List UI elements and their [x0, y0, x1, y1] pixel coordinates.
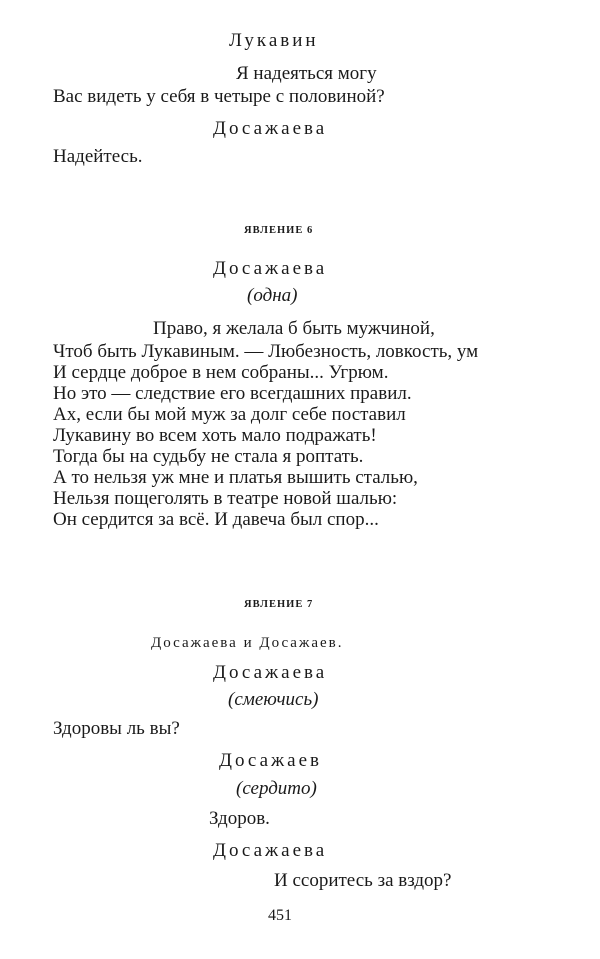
speaker-dosazhaeva: Досажаева	[213, 840, 328, 861]
verse-line: Здоровы ль вы?	[53, 718, 180, 739]
verse-line: Здоров.	[209, 808, 270, 829]
speaker-dosazhaeva: Досажаева	[213, 118, 328, 139]
verse-line: Но это — следствие его всегдашних правил.	[53, 383, 412, 404]
stage-direction: (сердито)	[236, 778, 317, 799]
verse-line: Я надеяться могу	[236, 63, 377, 84]
speaker-dosazhaeva: Досажаева	[213, 662, 328, 683]
cast-list: Досажаева и Досажаев.	[151, 635, 344, 651]
verse-line: Чтоб быть Лукавиным. — Любезность, ловкость, ум	[53, 341, 479, 362]
verse-line: Ах, если бы мой муж за долг себе поставил	[53, 404, 406, 425]
speaker-dosazhaeva: Досажаева	[213, 258, 328, 279]
speaker-dosazhaev: Досажаев	[219, 750, 322, 771]
page-number: 451	[268, 907, 292, 924]
verse-line: А то нельзя уж мне и платья вышить сталью,	[53, 467, 418, 488]
verse-line: Лукавину во всем хоть мало подражать!	[53, 425, 377, 446]
verse-line: Надейтесь.	[53, 146, 143, 167]
verse-line: Вас видеть у себя в четыре с половиной?	[53, 86, 385, 107]
scene-heading: ЯВЛЕНИЕ 7	[244, 599, 314, 610]
verse-line: Тогда бы на судьбу не стала я роптать.	[53, 446, 364, 467]
verse-line: И сердце доброе в нем собраны... Угрюм.	[53, 362, 389, 383]
stage-direction: (смеючись)	[228, 689, 319, 710]
scene-heading: ЯВЛЕНИЕ 6	[244, 225, 314, 236]
verse-line: И ссоритесь за вздор?	[274, 870, 452, 891]
verse-line: Нельзя пощеголять в театре новой шалью:	[53, 488, 398, 509]
speaker-lukavin: Лукавин	[229, 30, 319, 51]
stage-direction: (одна)	[247, 285, 298, 306]
verse-line: Он сердится за всё. И давеча был спор...	[53, 509, 379, 530]
verse-line: Право, я желала б быть мужчиной,	[153, 318, 435, 339]
